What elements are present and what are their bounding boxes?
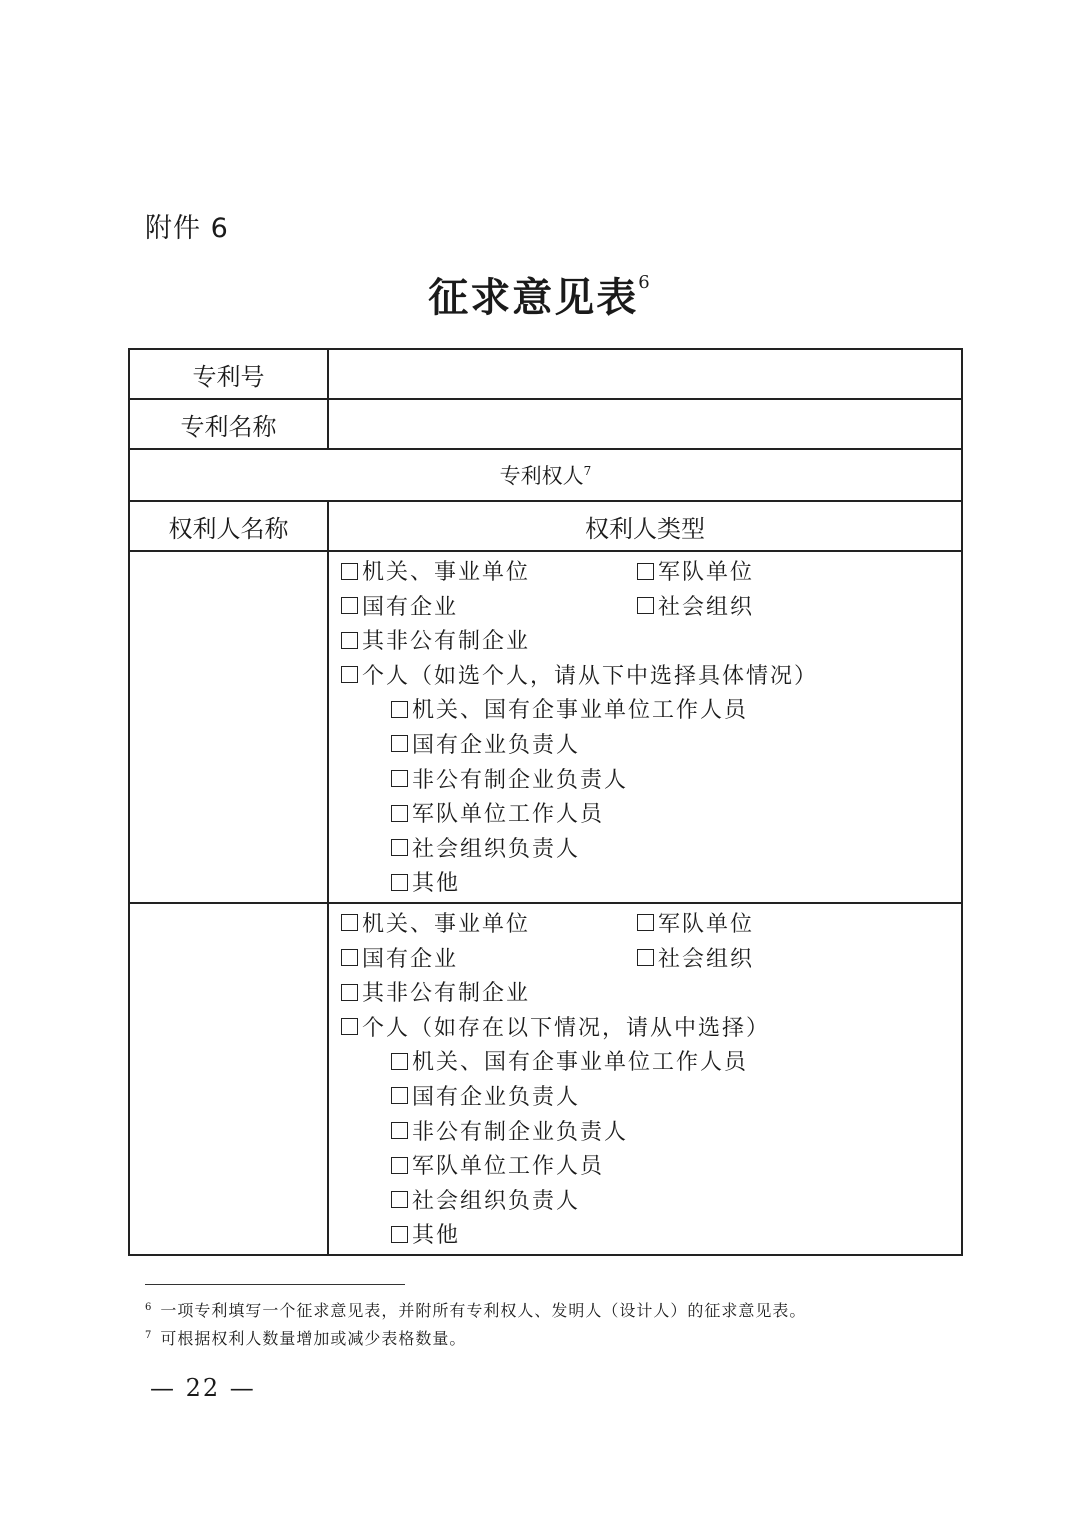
checkbox-icon[interactable] xyxy=(637,914,654,931)
footnote-mark: 7 xyxy=(145,1329,153,1341)
option-row xyxy=(341,556,961,591)
patentee-name-input[interactable] xyxy=(129,903,328,1255)
checkbox-icon[interactable] xyxy=(341,984,358,1001)
option-non-public-enterprise[interactable]: 其非公有制企业 xyxy=(341,625,961,660)
option-social-org[interactable]: 社会组织 xyxy=(637,591,754,626)
patent-number-label: 专利号 xyxy=(129,349,328,399)
column-header-name: 权利人名称 xyxy=(129,501,328,551)
opinion-form-table xyxy=(128,348,963,1256)
sub-option[interactable]: 非公有制企业负责人 xyxy=(341,764,961,799)
patent-name-input[interactable] xyxy=(328,399,962,449)
patentee-section-row xyxy=(129,449,962,501)
option-govt-institution[interactable]: 机关、事业单位 xyxy=(341,912,530,937)
footnote xyxy=(145,1298,806,1321)
checkbox-icon[interactable] xyxy=(391,874,408,891)
patentee-section-header xyxy=(129,449,962,501)
sub-option[interactable]: 军队单位工作人员 xyxy=(341,1150,961,1185)
checkbox-icon[interactable] xyxy=(341,563,358,580)
checkbox-icon[interactable] xyxy=(341,949,358,966)
attachment-label: 附件 6 xyxy=(145,213,229,244)
option-row xyxy=(341,943,961,978)
checkbox-icon[interactable] xyxy=(391,735,408,752)
sub-option[interactable]: 军队单位工作人员 xyxy=(341,798,961,833)
option-social-org[interactable]: 社会组织 xyxy=(637,943,754,978)
section-footnote-mark: 7 xyxy=(583,464,592,478)
option-non-public-enterprise[interactable]: 其非公有制企业 xyxy=(341,977,961,1012)
footnote-mark: 6 xyxy=(145,1301,153,1313)
form-title-text: 征求意见表 xyxy=(428,274,639,321)
sub-option[interactable]: 机关、国有企事业单位工作人员 xyxy=(341,1046,961,1081)
checkbox-icon[interactable] xyxy=(341,597,358,614)
patentee-row xyxy=(129,551,962,903)
sub-option[interactable]: 社会组织负责人 xyxy=(341,833,961,868)
checkbox-icon[interactable] xyxy=(391,1157,408,1174)
checkbox-icon[interactable] xyxy=(391,805,408,822)
patent-name-row xyxy=(129,399,962,449)
footnote xyxy=(145,1326,466,1349)
sub-option[interactable]: 非公有制企业负责人 xyxy=(341,1116,961,1151)
patentee-section-label: 专利权人 xyxy=(499,464,584,488)
checkbox-icon[interactable] xyxy=(391,1122,408,1139)
patent-name-label: 专利名称 xyxy=(129,399,328,449)
sub-option[interactable]: 社会组织负责人 xyxy=(341,1185,961,1220)
title-footnote-mark: 6 xyxy=(638,272,652,293)
option-row xyxy=(341,908,961,943)
option-govt-institution[interactable]: 机关、事业单位 xyxy=(341,560,530,585)
option-military-unit[interactable]: 军队单位 xyxy=(637,908,754,943)
checkbox-icon[interactable] xyxy=(391,1087,408,1104)
footnote-text: 可根据权利人数量增加或减少表格数量。 xyxy=(160,1329,467,1348)
checkbox-icon[interactable] xyxy=(391,1053,408,1070)
checkbox-icon[interactable] xyxy=(391,1226,408,1243)
footnote-divider xyxy=(145,1284,405,1285)
sub-option[interactable]: 国有企业负责人 xyxy=(341,1081,961,1116)
sub-option[interactable]: 机关、国有企事业单位工作人员 xyxy=(341,694,961,729)
option-individual[interactable]: 个人（如选个人，请从下中选择具体情况） xyxy=(341,660,961,695)
checkbox-icon[interactable] xyxy=(391,1191,408,1208)
patentee-type-options xyxy=(328,551,962,903)
option-state-enterprise[interactable]: 国有企业 xyxy=(341,947,458,972)
patent-number-input[interactable] xyxy=(328,349,962,399)
option-state-enterprise[interactable]: 国有企业 xyxy=(341,595,458,620)
patentee-row xyxy=(129,903,962,1255)
option-row xyxy=(341,591,961,626)
patentee-type-options xyxy=(328,903,962,1255)
checkbox-icon[interactable] xyxy=(391,839,408,856)
footnote-text: 一项专利填写一个征求意见表，并附所有专利权人、发明人（设计人）的征求意见表。 xyxy=(160,1301,807,1320)
column-header-type: 权利人类型 xyxy=(328,501,962,551)
checkbox-icon[interactable] xyxy=(637,949,654,966)
patent-number-row xyxy=(129,349,962,399)
checkbox-icon[interactable] xyxy=(341,632,358,649)
sub-option[interactable]: 国有企业负责人 xyxy=(341,729,961,764)
sub-option[interactable]: 其他 xyxy=(341,867,961,902)
column-header-row xyxy=(129,501,962,551)
checkbox-icon[interactable] xyxy=(341,666,358,683)
checkbox-icon[interactable] xyxy=(637,597,654,614)
option-individual[interactable]: 个人（如存在以下情况，请从中选择） xyxy=(341,1012,961,1047)
option-military-unit[interactable]: 军队单位 xyxy=(637,556,754,591)
patentee-name-input[interactable] xyxy=(129,551,328,903)
checkbox-icon[interactable] xyxy=(637,563,654,580)
checkbox-icon[interactable] xyxy=(341,914,358,931)
checkbox-icon[interactable] xyxy=(391,770,408,787)
page-number: — 22 — xyxy=(150,1374,256,1402)
checkbox-icon[interactable] xyxy=(391,701,408,718)
sub-option[interactable]: 其他 xyxy=(341,1219,961,1254)
checkbox-icon[interactable] xyxy=(341,1018,358,1035)
form-title xyxy=(0,266,1080,323)
